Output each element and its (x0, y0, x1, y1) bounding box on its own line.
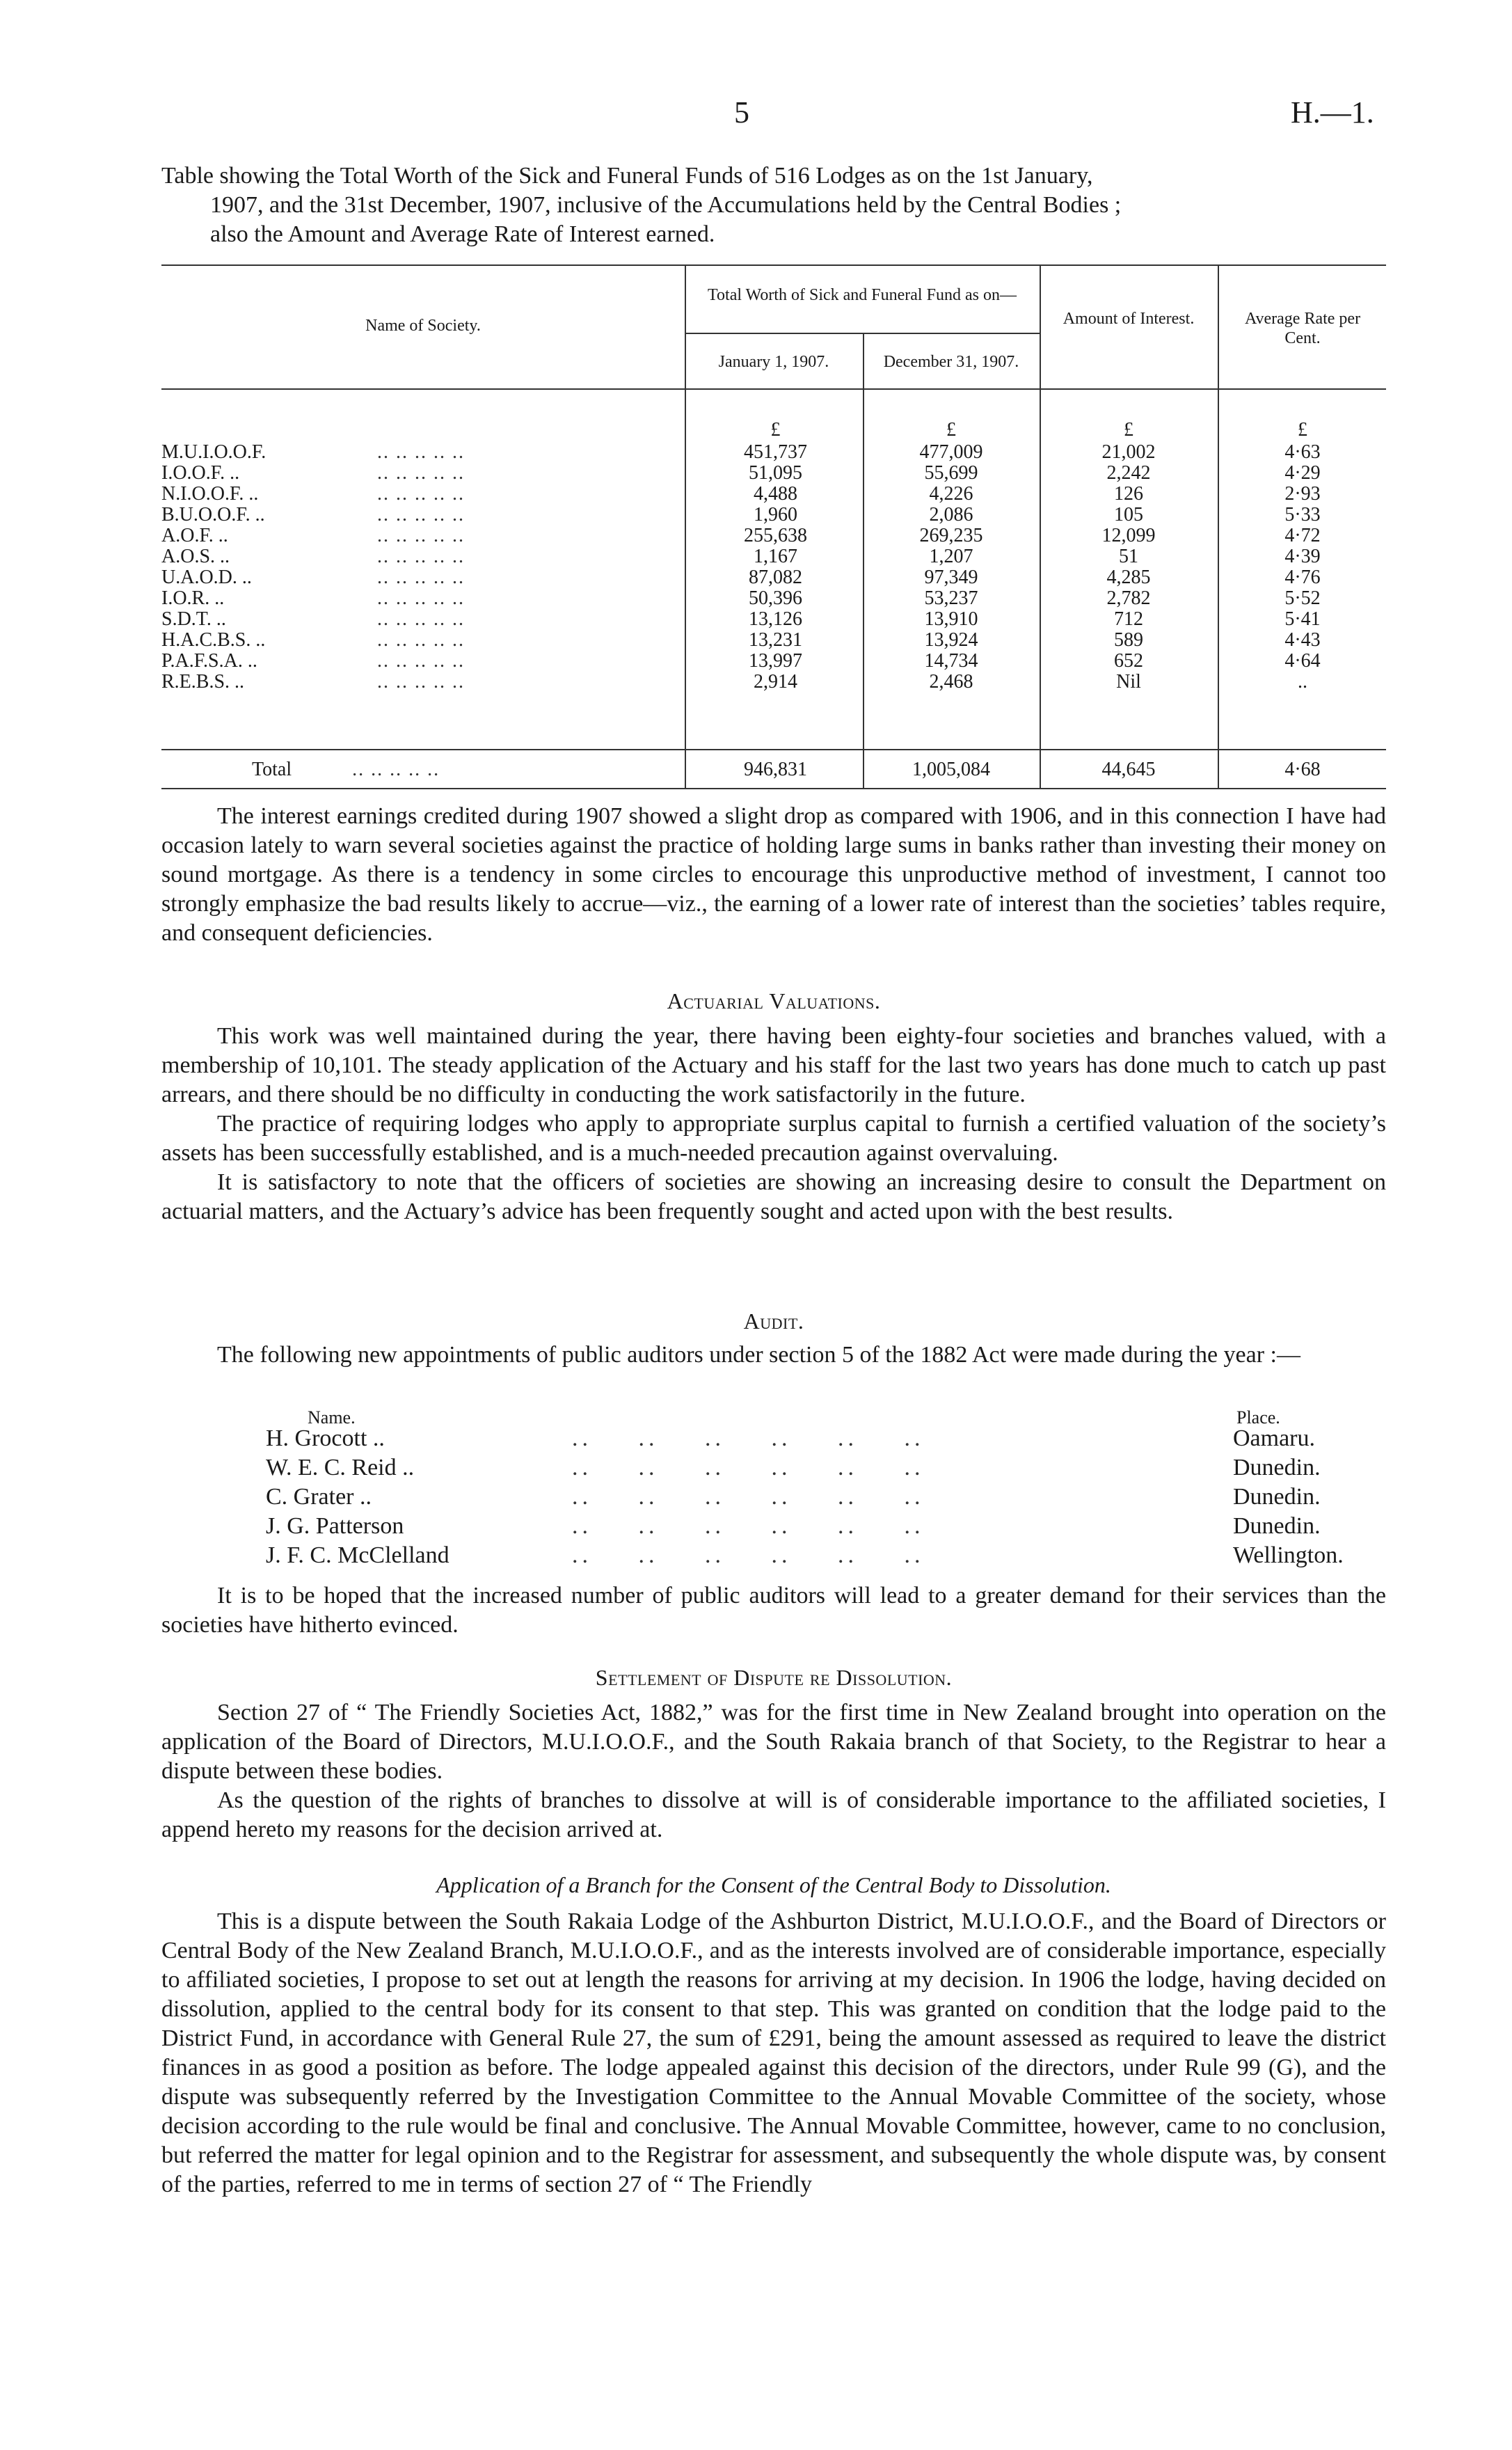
cell-jan: 255,638 (744, 525, 807, 546)
currency-jan: £ (770, 419, 781, 441)
auditor-row (266, 1483, 1386, 1512)
auditor-name: H. Grocott .. (266, 1425, 385, 1451)
leader-dots: .. .. .. .. .. (377, 567, 465, 588)
leader-dots: .. .. .. .. .. .. (572, 1542, 925, 1568)
auditor-row (266, 1453, 1386, 1483)
table-caption (161, 161, 1386, 249)
society-name: B.U.O.O.F. .. (161, 504, 265, 525)
leader-dots: .. .. .. .. .. .. (572, 1455, 925, 1480)
table-row (161, 587, 1386, 609)
auditor-name: W. E. C. Reid .. (266, 1455, 415, 1480)
cell-jan: 2,914 (754, 671, 797, 693)
cell-dec: 55,699 (924, 462, 978, 484)
cell-amount: 652 (1114, 650, 1143, 672)
currency-rate: £ (1298, 419, 1307, 441)
auditor-name: J. F. C. McClelland (266, 1542, 449, 1568)
cell-dec: 14,734 (924, 650, 978, 672)
cell-amount: 589 (1114, 629, 1143, 651)
auditor-name: J. G. Patterson (266, 1513, 404, 1539)
leader-dots: .. .. .. .. .. .. (572, 1425, 925, 1451)
header-dec: December 31, 1907. (883, 353, 1019, 371)
cell-dec: 13,910 (924, 608, 978, 630)
cell-amount: 712 (1114, 608, 1143, 630)
cell-rate: 4·29 (1284, 462, 1321, 484)
paragraph-interest-text: The interest earnings credited during 1907 showed a slight drop as compared with 1906, and in this connection I have had occasion lately to warn several societies against the practice of holding large sums in banks rather than investing their money on sound mortgage. As there is a tendency in some circles to encourage this unproductive method of investment, I cannot too strongly emphasize the bad results likely to accrue—viz., the earning of a lower rate of interest than the societies’ tables require, and consequent deficiencies. (161, 803, 1386, 946)
section-audit-end (161, 1581, 1386, 1640)
cell-rate: 4·63 (1284, 441, 1321, 463)
table-row (161, 504, 1386, 525)
cell-dec: 97,349 (924, 567, 978, 588)
cell-rate: 4·76 (1284, 567, 1321, 588)
leader-dots: .. .. .. .. .. (377, 504, 465, 525)
total-dots: .. .. .. .. .. (352, 759, 440, 780)
cell-rate: 4·72 (1284, 525, 1321, 546)
society-name: N.I.O.O.F. .. (161, 483, 259, 505)
caption-line-1: Table showing the Total Worth of the Sick and Funeral Funds of 516 Lodges as on the 1st January, (161, 163, 1093, 189)
auditor-place: Wellington. (1233, 1542, 1344, 1568)
table-row (161, 608, 1386, 630)
heading-application: Application of a Branch for the Consent of the Central Body to Dissolution. (436, 1872, 1111, 1897)
table-rule-subheader (685, 333, 1040, 334)
paragraph-settlement-2: As the question of the rights of branches to dissolve at will is of considerable importance to the affiliated societies, I append hereto my reasons for the decision arrived at. (161, 1787, 1386, 1842)
paragraph-audit-intro: The following new appointments of public auditors under section 5 of the 1882 Act were made during the year :— (217, 1342, 1300, 1368)
cell-rate: .. (1298, 671, 1307, 693)
leader-dots: .. .. .. .. .. .. (572, 1513, 925, 1539)
cell-rate: 2·93 (1284, 483, 1321, 505)
table-row (161, 483, 1386, 505)
total-row (161, 759, 1386, 780)
auditor-place: Dunedin. (1233, 1484, 1321, 1510)
header-jan: January 1, 1907. (718, 353, 829, 371)
table-row (161, 441, 1386, 463)
auditor-row (266, 1424, 1386, 1453)
cell-jan: 51,095 (749, 462, 802, 484)
cell-amount: 105 (1114, 504, 1143, 525)
total-dec: 1,005,084 (912, 759, 990, 780)
cell-rate: 4·43 (1284, 629, 1321, 651)
cell-jan: 13,231 (749, 629, 802, 651)
table-row (161, 567, 1386, 588)
leader-dots: .. .. .. .. .. (377, 546, 465, 567)
auditor-place: Dunedin. (1233, 1513, 1321, 1539)
leader-dots: .. .. .. .. .. (377, 525, 465, 546)
header-total-worth: Total Worth of Sick and Funeral Fund as on— (708, 286, 1017, 304)
cell-jan: 50,396 (749, 587, 802, 609)
society-name: M.U.I.O.O.F. (161, 441, 266, 463)
auditors-list (161, 1403, 1386, 1577)
table-row (161, 671, 1386, 693)
auditor-row (266, 1541, 1386, 1570)
heading-actuarial: Actuarial Valuations. (667, 988, 881, 1013)
auditor-place: Oamaru. (1233, 1425, 1316, 1451)
leader-dots: .. .. .. .. .. (377, 462, 465, 484)
table-row (161, 462, 1386, 484)
paragraph-audit-end: It is to be hoped that the increased number of public auditors will lead to a greater demand for their services than the societies have hitherto evinced. (161, 1583, 1386, 1638)
section-application (161, 1907, 1386, 2199)
society-name: H.A.C.B.S. .. (161, 629, 266, 651)
cell-jan: 13,997 (749, 650, 802, 672)
table-row (161, 650, 1386, 672)
total-rate: 4·68 (1284, 759, 1321, 780)
society-name: U.A.O.D. .. (161, 567, 252, 588)
cell-amount: 21,002 (1101, 441, 1156, 463)
total-jan: 946,831 (744, 759, 807, 780)
section-audit-intro (161, 1341, 1386, 1370)
paragraph-application: This is a dispute between the South Rakaia Lodge of the Ashburton District, M.U.I.O.O.F., and the Board of Directors or Central Body of the New Zealand Branch, M.U.I.O.O.F., and as the interests involved are of considerable importance, especially to affiliated societies, I propose to set out at length the reasons for arriving at my decision. In 1906 the lodge, having decided on dissolution, applied to the central body for its consent to that step. This was granted on condition that the lodge paid to the District Fund, in accordance with General Rule 27, the sum of £291, being the amount assessed as required to leave the district finances in as good a position as before. The lodge appealed against this decision of the directors, under Rule 99 (G), and the dispute was subsequently referred by the Investigation Committee to the Annual Movable Committee of the society, whose decision according to the rule would be final and conclusive. The Annual Movable Committee, however, came to no conclusion, but referred the matter for legal opinion and to the Registrar for assessment, and subsequently the whole dispute was, by consent of the parties, referred to me in terms of section 27 of “ The Friendly (161, 1908, 1386, 2197)
cell-jan: 1,167 (754, 546, 797, 567)
society-name: I.O.O.F. .. (161, 462, 240, 484)
cell-jan: 87,082 (749, 567, 802, 588)
table-rule-bottom (161, 788, 1386, 789)
cell-rate: 5·52 (1284, 587, 1321, 609)
heading-settlement: Settlement of Dispute re Dissolution. (595, 1665, 953, 1690)
society-name: A.O.S. .. (161, 546, 230, 567)
header-avg-rate: Average Rate per Cent. (1244, 310, 1361, 347)
cell-amount: 51 (1119, 546, 1138, 567)
cell-jan: 451,737 (744, 441, 807, 463)
cell-dec: 2,468 (929, 671, 973, 693)
cell-amount: 2,242 (1106, 462, 1151, 484)
section-actuarial (161, 1022, 1386, 1226)
auditor-place: Dunedin. (1233, 1455, 1321, 1480)
paragraph-settlement-1: Section 27 of “ The Friendly Societies Act, 1882,” was for the first time in New Zealand brought into operation on the application of the Board of Directors, M.U.I.O.O.F., and the South Rakaia branch of that Society, to the Registrar to hear a dispute between these bodies. (161, 1700, 1386, 1784)
total-amount: 44,645 (1101, 759, 1156, 780)
auditors-place-header: Place. (1236, 1407, 1280, 1428)
cell-amount: 4,285 (1106, 567, 1151, 588)
document-code: H.—1. (1291, 95, 1374, 129)
society-name: A.O.F. .. (161, 525, 228, 546)
society-name: I.O.R. .. (161, 587, 225, 609)
paragraph-actuarial-3: It is satisfactory to note that the officers of societies are showing an increasing desire to consult the Department on actuarial matters, and the Actuary’s advice has been frequently sought and acted upon with the best results. (161, 1169, 1386, 1224)
auditors-name-header: Name. (308, 1407, 356, 1428)
table-rule-top (161, 264, 1386, 266)
total-label: Total (252, 759, 292, 780)
currency-row (161, 419, 1386, 441)
cell-dec: 269,235 (919, 525, 983, 546)
leader-dots: .. .. .. .. .. (377, 608, 465, 630)
cell-rate: 4·64 (1284, 650, 1321, 672)
cell-amount: 12,099 (1101, 525, 1156, 546)
cell-dec: 53,237 (924, 587, 978, 609)
currency-dec: £ (946, 419, 956, 441)
funds-table (161, 264, 1386, 793)
cell-dec: 477,009 (919, 441, 983, 463)
table-row (161, 629, 1386, 651)
header-amount: Amount of Interest. (1063, 310, 1195, 328)
cell-rate: 4·39 (1284, 546, 1321, 567)
cell-jan: 1,960 (754, 504, 797, 525)
cell-rate: 5·41 (1284, 608, 1321, 630)
caption-line-2: 1907, and the 31st December, 1907, inclusive of the Accumulations held by the Central Bodies ; (210, 192, 1122, 218)
cell-jan: 4,488 (754, 483, 797, 505)
caption-line-3: also the Amount and Average Rate of Interest earned. (210, 221, 715, 247)
page-number: 5 (734, 95, 749, 129)
heading-audit: Audit. (743, 1309, 804, 1334)
auditor-row (266, 1512, 1386, 1541)
leader-dots: .. .. .. .. .. .. (572, 1484, 925, 1510)
society-name: S.D.T. .. (161, 608, 226, 630)
leader-dots: .. .. .. .. .. (377, 587, 465, 609)
cell-amount: Nil (1116, 671, 1141, 693)
leader-dots: .. .. .. .. .. (377, 629, 465, 651)
paragraph-actuarial-1: This work was well maintained during the year, there having been eighty-four societies and branches valued, with a membership of 10,101. The steady application of the Actuary and his staff for the last two years has done much to catch up past arrears, and there should be no difficulty in conducting the work satisfactorily in the future. (161, 1023, 1386, 1107)
section-settlement (161, 1698, 1386, 1844)
cell-dec: 1,207 (929, 546, 973, 567)
table-rule-header (161, 388, 1386, 390)
auditor-name: C. Grater .. (266, 1484, 372, 1510)
leader-dots: .. .. .. .. .. (377, 483, 465, 505)
table-rule-total (161, 749, 1386, 750)
cell-dec: 4,226 (929, 483, 973, 505)
table-row (161, 525, 1386, 546)
table-row (161, 546, 1386, 567)
cell-rate: 5·33 (1284, 504, 1321, 525)
leader-dots: .. .. .. .. .. (377, 650, 465, 672)
paragraph-actuarial-2: The practice of requiring lodges who apply to appropriate surplus capital to furnish a certified valuation of the society’s assets has been successfully established, and is a much-needed precaution against overvaluing. (161, 1111, 1386, 1166)
leader-dots: .. .. .. .. .. (377, 441, 465, 463)
cell-jan: 13,126 (749, 608, 802, 630)
society-name: R.E.B.S. .. (161, 671, 245, 693)
leader-dots: .. .. .. .. .. (377, 671, 465, 693)
cell-dec: 13,924 (924, 629, 978, 651)
cell-dec: 2,086 (929, 504, 973, 525)
cell-amount: 2,782 (1106, 587, 1151, 609)
currency-amount: £ (1124, 419, 1133, 441)
header-name: Name of Society. (365, 317, 481, 335)
paragraph-interest (161, 802, 1386, 948)
society-name: P.A.F.S.A. .. (161, 650, 257, 672)
cell-amount: 126 (1114, 483, 1143, 505)
